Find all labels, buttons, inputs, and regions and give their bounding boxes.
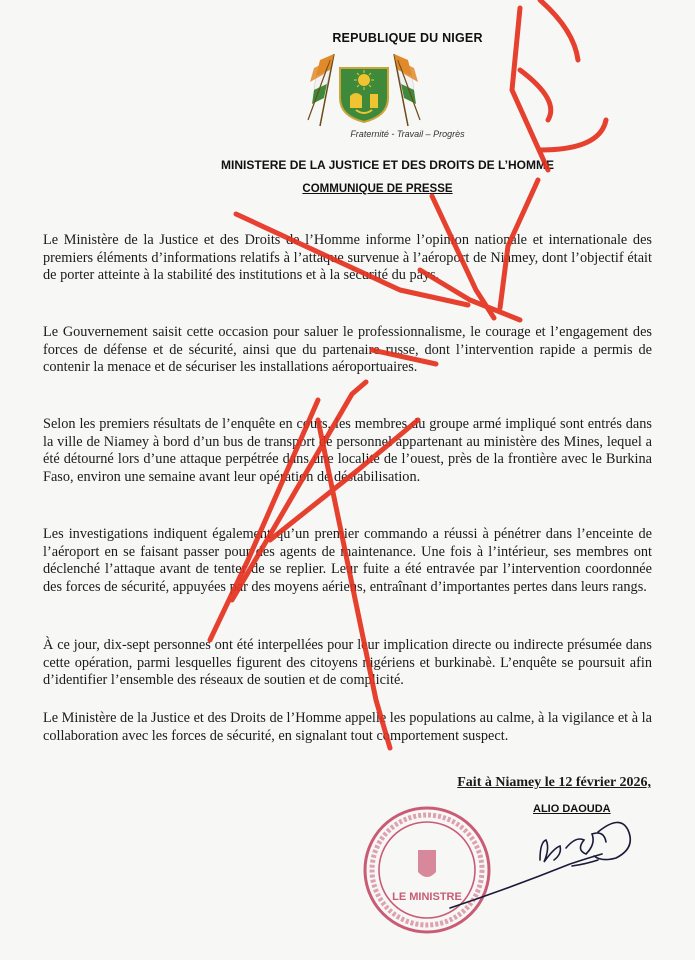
paragraph-investigation: Selon les premiers résultats de l’enquête en cours, les membres du groupe armé impliqué sont entrés dans la ville de Niamey à bord d’un bus de transport de personnel appartenant au ministère des Mines, lequel a été détourné lors d’une attaque perpétrée dans une localité de l’ouest, près de la frontière avec le Burkina Faso, environ une semaine avant leur opération de déstabilisation. [43, 416, 652, 485]
handwritten-e-stroke [540, 0, 578, 60]
left-flags-icon [308, 54, 334, 126]
stamp-and-signature [340, 790, 670, 960]
handwritten-e-stroke [520, 70, 551, 120]
place-and-date: Fait à Niamey le 12 février 2026, [457, 775, 651, 790]
stamp-center-text: LE MINISTRE [392, 891, 462, 903]
right-flags-icon [394, 54, 420, 126]
paragraph-commando: Les investigations indiquent également qu’un premier commando a réussi à pénétrer dans l’enceinte de l’aéroport en se faisant passer pour des agents de maintenance. Une fois à l’intérieur, ses membres ont déclenché l’attaque avant de tenter de se replier. Leur fuite a été entravée par l’intervention coordonnée des forces de sécurité, appuyées par des moyens aériens, entraînant d’importantes pertes dans leurs rangs. [43, 526, 652, 595]
paragraph-intro: Le Ministère de la Justice et des Droits de l’Homme informe l’opinion nationale et internationale des premiers éléments d’informations relatifs à l’attaque survenue à l’aéroport de Niamey, dont l’objectif était de porter atteinte à la stabilité des institutions et à la sécurité du pays. [43, 232, 652, 283]
republic-title: REPUBLIQUE DU NIGER [332, 31, 483, 45]
coat-of-arms-emblem [290, 46, 438, 130]
shield-icon [340, 68, 388, 122]
paragraph-appeal: Le Ministère de la Justice et des Droits de l’Homme appelle les populations au calme, à la vigilance et à la collaboration avec les forces de sécurité, en signalant tout comportement suspect. [43, 710, 652, 744]
press-release-heading: COMMUNIQUE DE PRESSE [302, 183, 453, 195]
signatory-name: ALIO DAOUDA [533, 803, 611, 815]
paragraph-government: Le Gouvernement saisit cette occasion pour saluer le professionnalisme, le courage et l’engagement des forces de défense et de sécurité, ainsi que du partenaire russe, dont l’intervention rapide a permis de contenir la menace et de sécuriser les installations aéroportuaires. [43, 324, 652, 375]
official-stamp-icon [365, 808, 489, 932]
ministry-title: MINISTERE DE LA JUSTICE ET DES DROITS DE L’HOMME [221, 158, 554, 172]
paragraph-arrests: À ce jour, dix-sept personnes ont été interpellées pour leur implication directe ou indirecte présumée dans cette opération, parmi lesquelles figurent des citoyens nigériens et burkinabè. L’enquête se poursuit afin d’identifier l’ensemble des réseaux de soutien et de complicité. [43, 637, 652, 688]
national-motto: Fraternité - Travail – Progrès [350, 129, 465, 139]
